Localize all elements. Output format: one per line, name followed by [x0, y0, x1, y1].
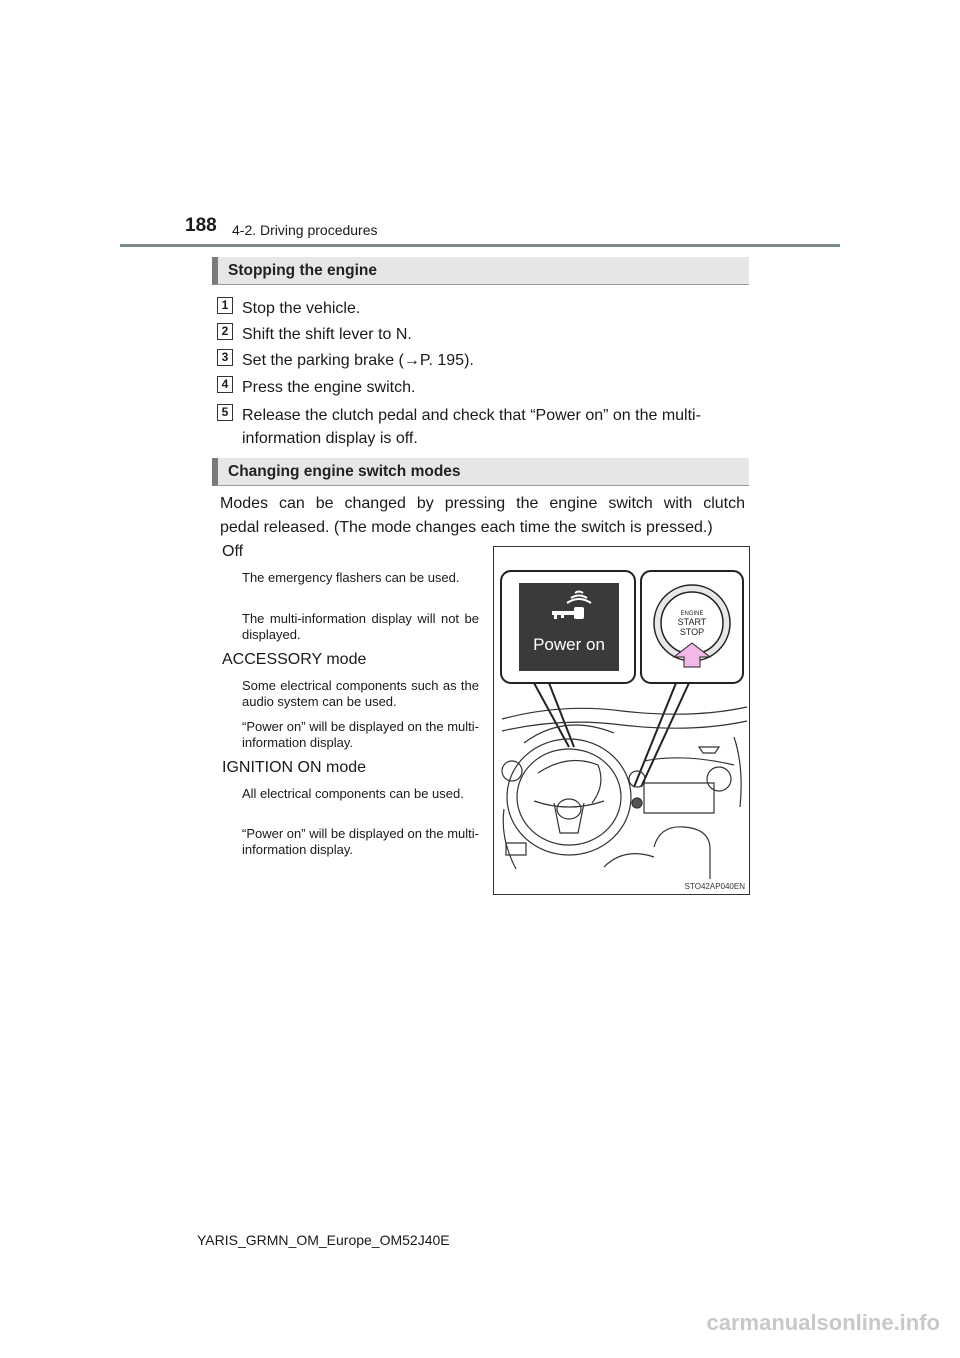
mode-note: “Power on” will be displayed on the multi-information display. [242, 719, 479, 750]
mode-note: Some electrical components such as the audio system can be used. [242, 678, 479, 709]
step-number: 3 [217, 349, 233, 366]
figure-code: STO42AP040EN [684, 882, 745, 891]
mode-title: ACCESSORY mode [222, 651, 367, 668]
mode-note: All electrical components can be used. [242, 786, 464, 801]
step-text: information display is off. [242, 430, 418, 447]
mode-title: IGNITION ON mode [222, 759, 367, 776]
step-number: 4 [217, 376, 233, 393]
step-text: Stop the vehicle. [242, 300, 361, 317]
document-id: YARIS_GRMN_OM_Europe_OM52J40E [197, 1232, 450, 1248]
page-number: 188 [185, 215, 217, 236]
mode-title: Off [222, 543, 244, 560]
header-rule [120, 244, 840, 247]
mode-note: The emergency flashers can be used. [242, 570, 460, 585]
button-stop-text: STOP [679, 627, 705, 637]
dashboard-figure [493, 546, 750, 895]
step-number: 2 [217, 323, 233, 340]
dashboard-lineart [502, 707, 747, 879]
display-power-on-text: Power on [533, 635, 605, 654]
step-number: 5 [217, 404, 233, 421]
mode-note: The multi-information display will not be displayed. [242, 611, 479, 642]
heading-modes [212, 458, 749, 486]
dashboard-illustration [494, 547, 750, 895]
step-text: Set the parking brake (→P. 195). [242, 352, 474, 369]
heading-modes-text: Changing engine switch modes [228, 463, 461, 480]
step-text: Release the clutch pedal and check that “Power on” on the multi- [242, 407, 701, 424]
step-text: Shift the shift lever to N. [242, 326, 412, 343]
heading-stopping-text: Stopping the engine [228, 262, 377, 279]
button-start-text: START [677, 617, 707, 627]
step-number: 1 [217, 297, 233, 314]
heading-stopping [212, 257, 749, 285]
button-engine-text: ENGINE [680, 611, 704, 617]
modes-intro: pedal released. (The mode changes each time the switch is pressed.) [220, 519, 713, 536]
step-text: Press the engine switch. [242, 379, 416, 396]
watermark: carmanualsonline.info [706, 1310, 940, 1335]
mode-note: “Power on” will be displayed on the multi-information display. [242, 826, 479, 857]
section-title: 4-2. Driving procedures [232, 222, 378, 238]
modes-intro: Modes can be changed by pressing the engine switch with clutch [220, 495, 745, 512]
